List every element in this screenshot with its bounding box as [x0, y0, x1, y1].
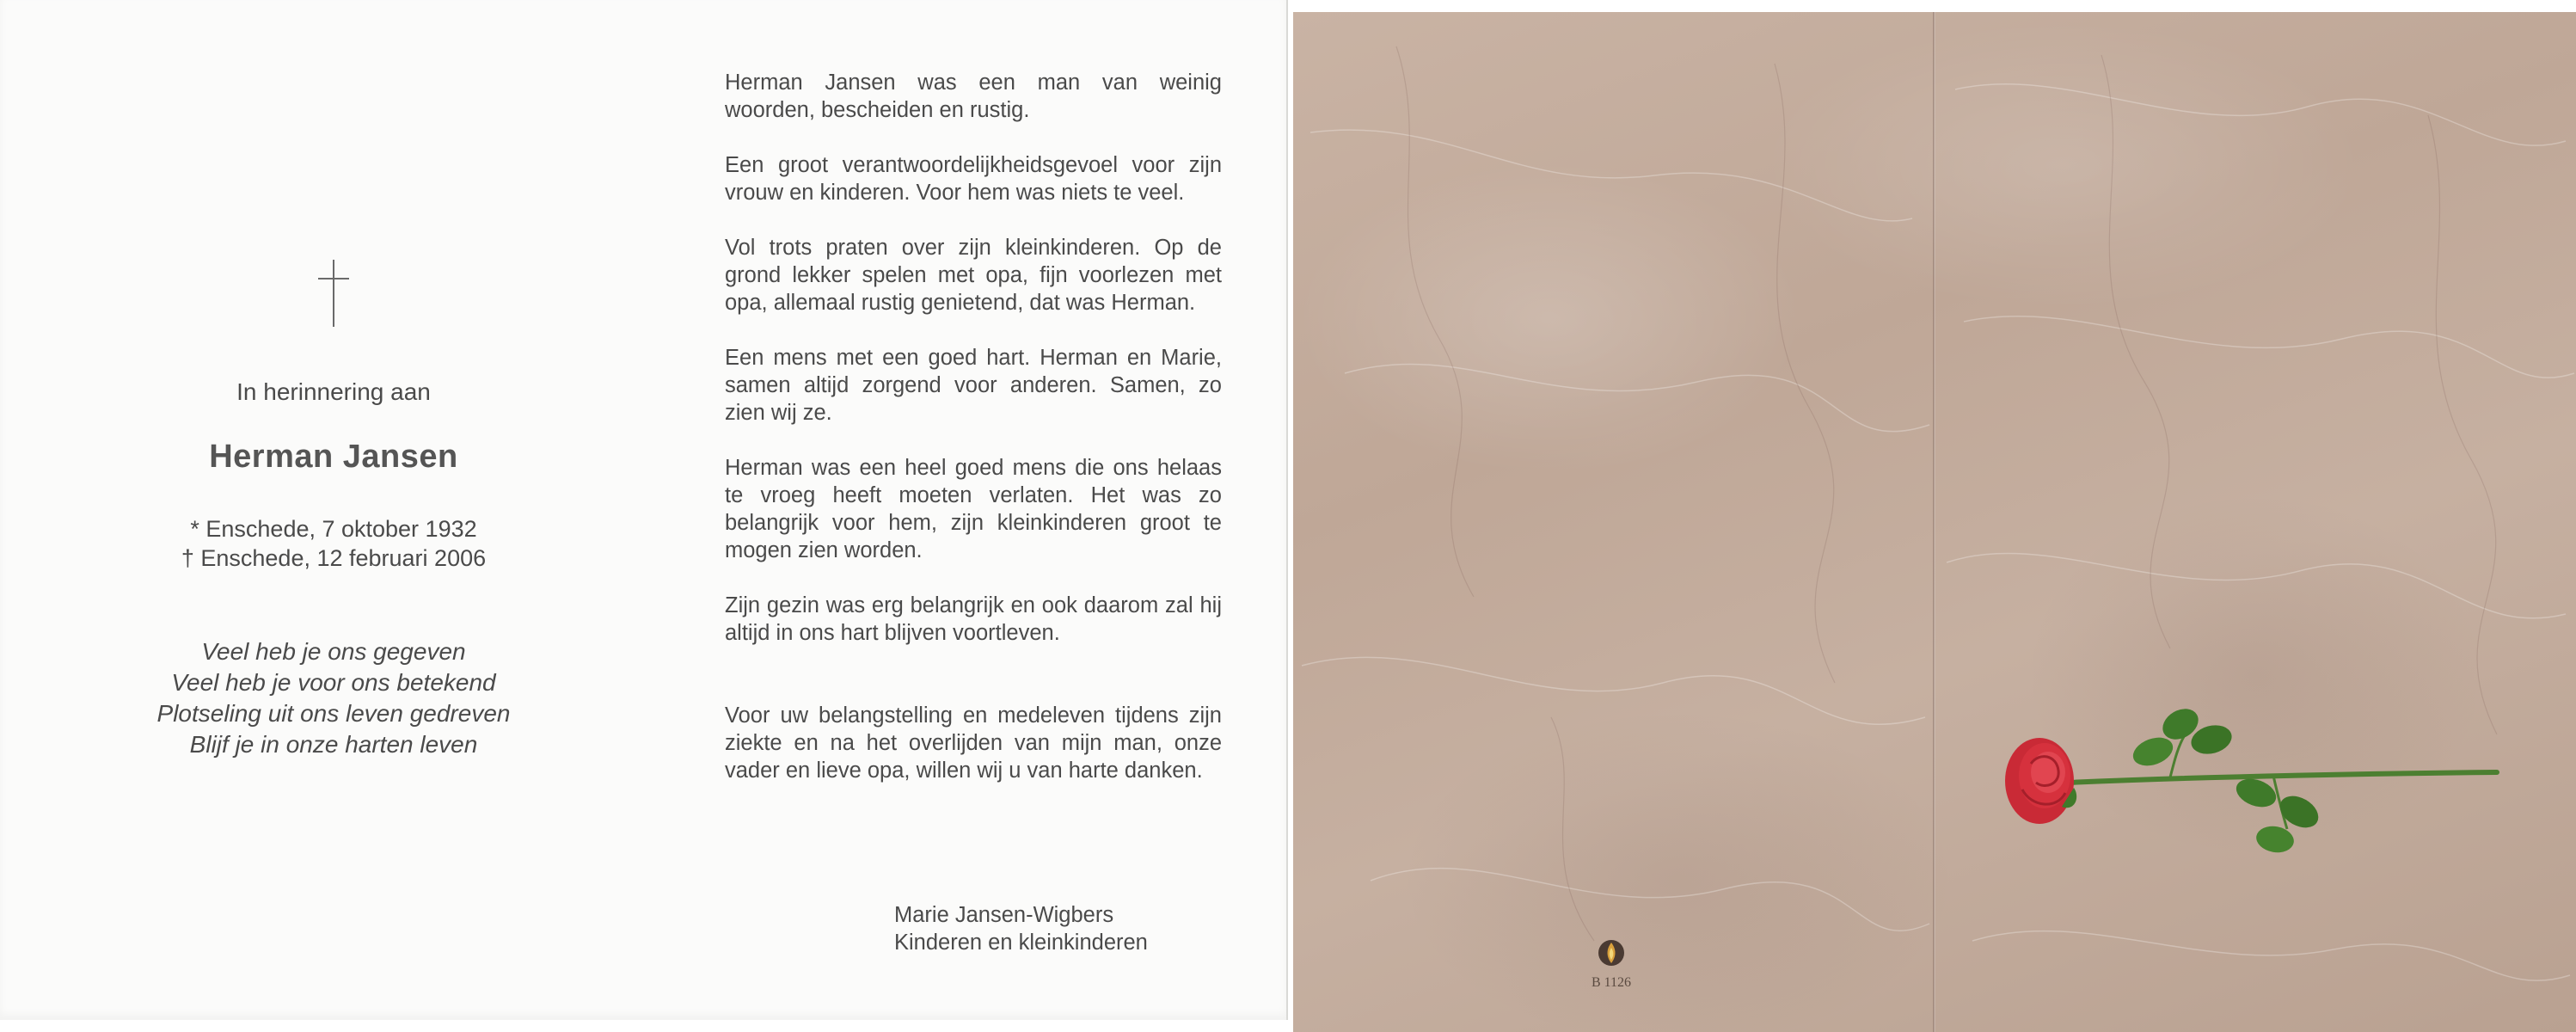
signature-line: Marie Jansen-Wigbers: [894, 903, 1114, 927]
poem: [0, 636, 667, 760]
life-dates: [0, 514, 667, 573]
card-cover: [1293, 12, 2576, 1032]
tribute-paragraph: Een mens met een goed hart. Herman en Marie, samen altijd zorgend voor anderen. Samen, zo zien wij ze.: [725, 346, 1222, 425]
remembrance-heading: In herinnering aan: [236, 378, 431, 405]
rose-icon: [1998, 691, 2514, 881]
tribute-paragraph: Zijn gezin was erg belangrijk en ook daarom zal hij altijd in ons hart blijven voortleven.: [725, 593, 1222, 645]
poem-line: Plotseling uit ons leven gedreven: [156, 700, 511, 727]
cross-icon: [318, 260, 349, 327]
cover-fold-line: [1933, 12, 1935, 1032]
deceased-name: Herman Jansen: [209, 439, 458, 475]
publisher-logo-icon: [1596, 936, 1627, 970]
poem-line: Veel heb je ons gegeven: [201, 638, 466, 665]
right-panel: [725, 69, 1222, 812]
thanks-paragraph: Voor uw belangstelling en medeleven tijdens zijn ziekte en na het overlijden van mijn man, onze vader en lieve opa, willen wij u van harte danken.: [725, 703, 1222, 783]
death-line: † Enschede, 12 februari 2006: [181, 545, 487, 571]
tribute-paragraph: Vol trots praten over zijn kleinkinderen. Op de grond lekker spelen met opa, fijn voorlezen met opa, allemaal rustig genietend, dat was Herman.: [725, 236, 1222, 315]
tribute-paragraph: Herman Jansen was een man van weinig woorden, bescheiden en rustig.: [725, 71, 1222, 122]
inner-card: [0, 0, 1288, 1020]
left-panel: [0, 0, 653, 1020]
poem-line: Blijf je in onze harten leven: [189, 731, 478, 758]
tribute-paragraph: Een groot verantwoordelijkheidsgevoel voor zijn vrouw en kinderen. Voor hem was niets te veel.: [725, 153, 1222, 205]
signature-line: Kinderen en kleinkinderen: [894, 931, 1148, 955]
signature: [894, 901, 1148, 956]
publisher-code: B 1126: [1591, 975, 1632, 990]
tribute-paragraph: Herman was een heel goed mens die ons helaas te vroeg heeft moeten verlaten. Het was zo belangrijk voor hem, zijn kleinkinderen groot te mogen zien worden.: [725, 456, 1222, 562]
poem-line: Veel heb je voor ons betekend: [171, 669, 496, 696]
birth-line: * Enschede, 7 oktober 1932: [190, 516, 477, 542]
